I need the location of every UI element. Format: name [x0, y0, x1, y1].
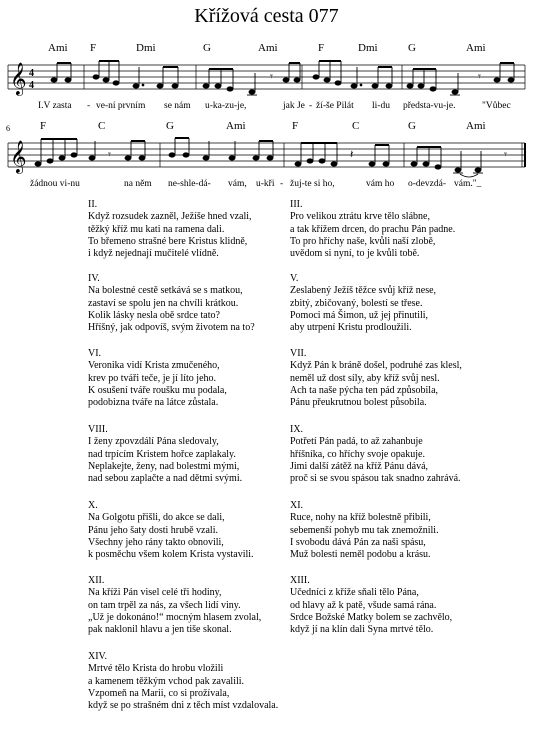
lyric-syllable: ží-še Pilát — [316, 101, 354, 111]
lyric-syllable: I.V zasta — [38, 101, 72, 111]
music-staff-2 — [0, 133, 533, 179]
verse-line: krev po tváři teče, je jí líto jeho. — [88, 372, 217, 384]
verse-line: Potřetí Pán padá, to až zahanbuje — [290, 436, 423, 448]
lyric-syllable: "Vůbec — [482, 101, 511, 111]
svg-text:𝄾: 𝄾 — [478, 70, 481, 83]
verse-line: když jí na klín dali Syna mrtvé tělo. — [290, 624, 434, 636]
lyric-syllable: se nám — [164, 101, 191, 111]
verse-line: Pro velikou ztrátu krve tělo slábne, — [290, 211, 430, 223]
verse-line: Učedníci z kříže sňali tělo Pána, — [290, 587, 419, 599]
verse-line: Kolik lásky nesla obě srdce tato? — [88, 309, 220, 321]
verse-number: III. — [290, 199, 303, 210]
svg-text:𝄾: 𝄾 — [108, 148, 111, 161]
verse-line: těžký kříž mu kati na ramena dali. — [88, 223, 225, 235]
chord: F — [292, 120, 299, 132]
verse-line: když se po strašném dni z těch míst vzdalovala. — [88, 700, 279, 712]
chord: G — [408, 42, 416, 54]
chord: C — [352, 120, 360, 132]
verse-line: Ach ta naše pýcha ten pád způsobila, — [290, 384, 439, 396]
verse-10 — [88, 500, 254, 561]
verse-line: Veronika vidí Krista zmučeného, — [88, 360, 220, 372]
verse-number: VII. — [290, 348, 307, 359]
chord: F — [40, 120, 47, 132]
verse-line: Když Pán k bráně došel, podruhé zas klesl, — [290, 360, 462, 372]
verse-number: IV. — [88, 273, 100, 284]
svg-text:𝄽: 𝄽 — [350, 148, 354, 161]
verse-line: K osušení tváře roušku mu podala, — [88, 384, 227, 396]
lyric-syllable: vám ho — [366, 179, 395, 189]
lyrics-row-1 — [0, 101, 533, 115]
svg-text:𝄞: 𝄞 — [10, 140, 27, 173]
verse-line: uvědom si nyní, to je kvůli tobě. — [290, 248, 420, 260]
chord: C — [98, 120, 106, 132]
verse-number: XIII. — [290, 575, 310, 586]
verse-line: „Už je dokonáno!“ mocným hlasem zvolal, — [88, 611, 262, 623]
lyric-syllable: vám, — [228, 179, 247, 189]
verse-line: To pro hříchy naše, kvůli naší zlobě, — [290, 235, 436, 247]
verse-11 — [290, 500, 439, 561]
measure-number: 6 — [6, 124, 10, 133]
verse-9 — [290, 424, 461, 485]
music-staff-1 — [0, 55, 533, 101]
verse-number: XII. — [88, 575, 105, 586]
verse-line: Na Golgotu přišli, do akce se dali, — [88, 512, 225, 524]
verse-5 — [290, 273, 436, 334]
verse-line: Muž bolesti neměl podobu a krásu. — [290, 549, 431, 561]
verse-line: Jimi další zátěž na kříž Pánu dává, — [290, 460, 429, 472]
verse-line: Mrtvé tělo Krista do hrobu vložili — [88, 663, 224, 675]
verse-line: neměl už dost síly, aby kříž svůj nesl. — [290, 372, 440, 384]
verse-line: a tak křížem drcen, do prachu Pán padne. — [290, 223, 456, 235]
chord: Ami — [48, 42, 68, 54]
verse-line: hříšníka, co hříchy svoje opakuje. — [290, 448, 425, 460]
verse-line: a kamenem těžkým vchod pak zavalili. — [88, 675, 245, 687]
chord: F — [318, 42, 325, 54]
verse-line: nad sebou zaplačte a nad dětmi svými. — [88, 473, 243, 485]
lyric-syllable: ve-ní prvním — [96, 101, 146, 111]
verse-line: zbitý, zbičovaný, bolestí se třese. — [290, 297, 423, 309]
chord: Ami — [466, 42, 486, 54]
verse-2 — [88, 199, 252, 260]
verse-6 — [88, 348, 227, 409]
page-title: Křížová cesta 077 — [194, 5, 339, 27]
chord: Ami — [466, 120, 486, 132]
verse-line: aby utrpení Kristu prodloužili. — [290, 322, 412, 334]
chord: Dmi — [358, 42, 378, 54]
verse-line: sebemenší pohyb mu tak znemožnili. — [290, 524, 439, 536]
lyric-syllable: jak Je — [283, 101, 305, 111]
chord: Ami — [258, 42, 278, 54]
verse-line: Když rozsudek zazněl, Ježíše hned vzali, — [88, 211, 252, 223]
verse-line: Všechny jeho rány takto obnovili, — [88, 536, 224, 548]
lyric-syllable: ne-shle-dá- — [168, 179, 211, 189]
verse-line: I svobodu dává Pán za naši spásu, — [290, 536, 426, 548]
lyric-syllable: o-devzdá- — [408, 179, 446, 189]
lyric-syllable: li-du — [372, 101, 390, 111]
verse-line: pak naklonil hlavu a jen tiše skonal. — [88, 624, 232, 636]
verse-line: Zeslabený Ježíš těžce svůj kříž nese, — [290, 285, 437, 297]
svg-text:4: 4 — [29, 68, 34, 79]
verse-number: VIII. — [88, 424, 108, 435]
chord: G — [166, 120, 174, 132]
verse-line: k posměchu všem kolem Krista vystavili. — [88, 549, 254, 561]
verse-line: on tam trpěl za nás, za všech lidí viny. — [88, 599, 241, 611]
verse-line: Srdce Božské Matky bolem se zachvělo, — [290, 611, 453, 623]
chord: G — [408, 120, 416, 132]
verse-number: V. — [290, 273, 299, 284]
verse-line: od hlavy až k patě, všude samá rána. — [290, 599, 437, 611]
verse-14 — [88, 651, 278, 712]
svg-text:𝄞: 𝄞 — [10, 62, 27, 95]
lyric-syllable: předsta-vu-je. — [403, 101, 456, 111]
verse-line: Pánu jeho šaty dosti hrubě vzali. — [88, 524, 218, 536]
verse-7 — [290, 348, 462, 409]
verse-line: To břemeno strašné bere Kristus klidně, — [88, 235, 248, 247]
verse-4 — [88, 273, 255, 334]
lyric-syllable: na něm — [124, 179, 152, 189]
svg-text:𝄾: 𝄾 — [504, 148, 507, 161]
verse-3 — [290, 199, 455, 260]
verse-line: Hříšný, jak odpovíš, svým životem na to? — [88, 322, 255, 334]
lyric-syllable: - — [309, 101, 313, 111]
lyric-syllable: žádnou vi-nu — [30, 179, 80, 189]
verse-line: zastaví se spolu jen na chvíli krátkou. — [88, 297, 239, 309]
verse-number: VI. — [88, 348, 102, 359]
chord: Dmi — [136, 42, 156, 54]
svg-text:4: 4 — [29, 80, 34, 91]
verse-number: X. — [88, 500, 98, 511]
lyric-syllable: - — [280, 179, 284, 189]
verse-number: II. — [88, 199, 98, 210]
verse-line: i když nejednají mučitelé vlídně. — [88, 248, 219, 260]
lyric-syllable: u-ka-zu-je, — [205, 101, 247, 111]
verse-line: Na bolestné cestě setkává se s matkou, — [88, 285, 243, 297]
lyric-syllable: u-kři — [256, 179, 275, 189]
verse-line: Pomoci má Šimon, už jej přinutili, — [290, 309, 429, 321]
verse-line: podobizna tváře na látce zůstala. — [88, 397, 219, 409]
verse-13 — [290, 575, 452, 636]
chord-row-1 — [0, 42, 533, 56]
lyric-syllable: vám."_ — [454, 179, 482, 189]
verse-line: I ženy zpovzdálí Pána sledovaly, — [88, 436, 219, 448]
verse-line: nad trpícím Kristem hořce zaplakaly. — [88, 448, 236, 460]
verse-line: Vzpomeň na Marii, co si prožívala, — [88, 687, 230, 699]
lyric-syllable: - — [87, 101, 91, 111]
lyrics-row-2 — [0, 179, 533, 193]
chord: Ami — [226, 120, 246, 132]
chord: G — [203, 42, 211, 54]
verse-line: Ruce, nohy na kříž bolestně přibili, — [290, 512, 431, 524]
chord: F — [90, 42, 97, 54]
verse-line: proč si se svou spásou tak snadno zahrává. — [290, 473, 461, 485]
verse-number: XI. — [290, 500, 304, 511]
verse-line: Na kříži Pán visel celé tři hodiny, — [88, 587, 222, 599]
verse-12 — [88, 575, 261, 636]
verse-line: Neplakejte, ženy, nad bolestmi mými, — [88, 460, 240, 472]
verse-number: XIV. — [88, 651, 107, 662]
verse-number: IX. — [290, 424, 304, 435]
verse-8 — [88, 424, 242, 485]
verse-line: Pánu přeukrutnou bolest působila. — [290, 397, 427, 409]
svg-text:𝄾: 𝄾 — [270, 70, 273, 83]
chord-row-2 — [0, 120, 533, 134]
lyric-syllable: žuj-te si ho, — [290, 179, 335, 189]
